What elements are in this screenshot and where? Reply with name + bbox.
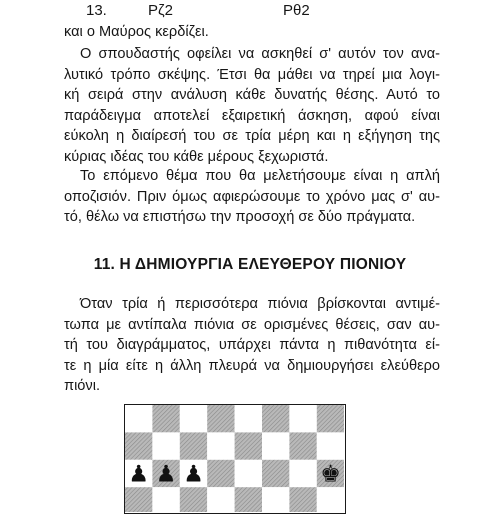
section-heading: 11. Η ΔΗΜΙΟΥΡΓΙΑ ΕΛΕΥΘΕΡΟΥ ΠΙΟΝΙΟΥ — [93, 256, 407, 273]
white-move: Ρζ2 — [148, 2, 173, 19]
text-line: τή του διαγράμματος, υπάρχει πάντα η πιθανότητα εί- — [64, 337, 440, 354]
move-number: 13. — [86, 2, 107, 19]
board-square-f6 — [262, 460, 289, 487]
board-square-e6 — [235, 460, 262, 487]
text-line: πιόνι. — [64, 378, 101, 395]
chess-board — [125, 405, 344, 512]
board-square-h7 — [317, 432, 344, 459]
board-square-g7 — [289, 432, 316, 459]
text-line: τό, θέλω να επιστήσω την προσοχή σε δύο πράγματα. — [64, 209, 416, 226]
text-line: Ο σπουδαστής οφείλει να ασκηθεί σ' αυτόν τον ανα- — [80, 46, 440, 62]
board-square-d6 — [207, 460, 234, 487]
text-line: εύκολη η διαίρεσή του σε τρία μέρη και η εξήγηση της — [64, 128, 440, 145]
black-king-icon: ♚ — [320, 461, 341, 488]
text-line: τε η μία είτε η άλλη πλευρά να δημιουργήσει ελεύθερο — [64, 357, 440, 374]
board-square-c8 — [180, 405, 207, 432]
board-square-d7 — [207, 432, 234, 459]
text-line: τωπα με αντίπαλα πιόνια σε ορισμένες θέσεις, σαν αυ- — [64, 316, 440, 333]
paragraph-next-topic — [64, 166, 440, 228]
paragraph-passed-pawn — [64, 294, 440, 397]
text-line: κύριας ιδέας του κάθε μέρους ξεχωριστά. — [64, 148, 329, 165]
board-square-e7 — [235, 432, 262, 459]
black-pawn-icon: ♟ — [183, 461, 204, 488]
board-square-a8 — [125, 405, 152, 432]
text-line: Το επόμενο θέμα που θα μελετήσουμε είναι η απλή — [80, 168, 440, 184]
board-square-a7 — [125, 432, 152, 459]
board-square-c7 — [180, 432, 207, 459]
paragraph-conclusion — [64, 22, 440, 43]
chess-diagram — [124, 404, 346, 514]
board-square-g8 — [289, 405, 316, 432]
board-square-f8 — [262, 405, 289, 432]
text-line: και ο Μαύρος κερδίζει. — [64, 24, 209, 40]
board-square-e8 — [235, 405, 262, 432]
text-line: οποζισιόν. Πριν όμως αφιερώσουμε το χρόνο μας σ' αυ- — [64, 188, 440, 205]
move-line — [0, 2, 500, 24]
board-square-b8 — [152, 405, 179, 432]
black-move: Ρθ2 — [283, 2, 310, 19]
text-line: λυτικό τρόπο σκέψης. Έτσι θα μάθει να τηρεί μια λογι- — [64, 66, 440, 83]
board-square-d8 — [207, 405, 234, 432]
text-line: Όταν τρία ή περισσότερα πιόνια βρίσκονται αντιμέ- — [80, 296, 440, 312]
board-square-h8 — [317, 405, 344, 432]
black-pawn-icon: ♟ — [155, 461, 177, 488]
black-pawn-icon: ♟ — [128, 461, 150, 488]
board-square-g6 — [289, 460, 316, 487]
paragraph-study-advice — [64, 44, 440, 168]
text-line: παράδειγμα αποτελεί εξαιρετική άσκηση, αφού είναι — [64, 107, 440, 124]
board-square-f7 — [262, 432, 289, 459]
board-square-b7 — [152, 432, 179, 459]
text-line: κή σειρά στην ανάλυση κάθε δυνατής θέσης. Αυτό το — [64, 87, 440, 104]
